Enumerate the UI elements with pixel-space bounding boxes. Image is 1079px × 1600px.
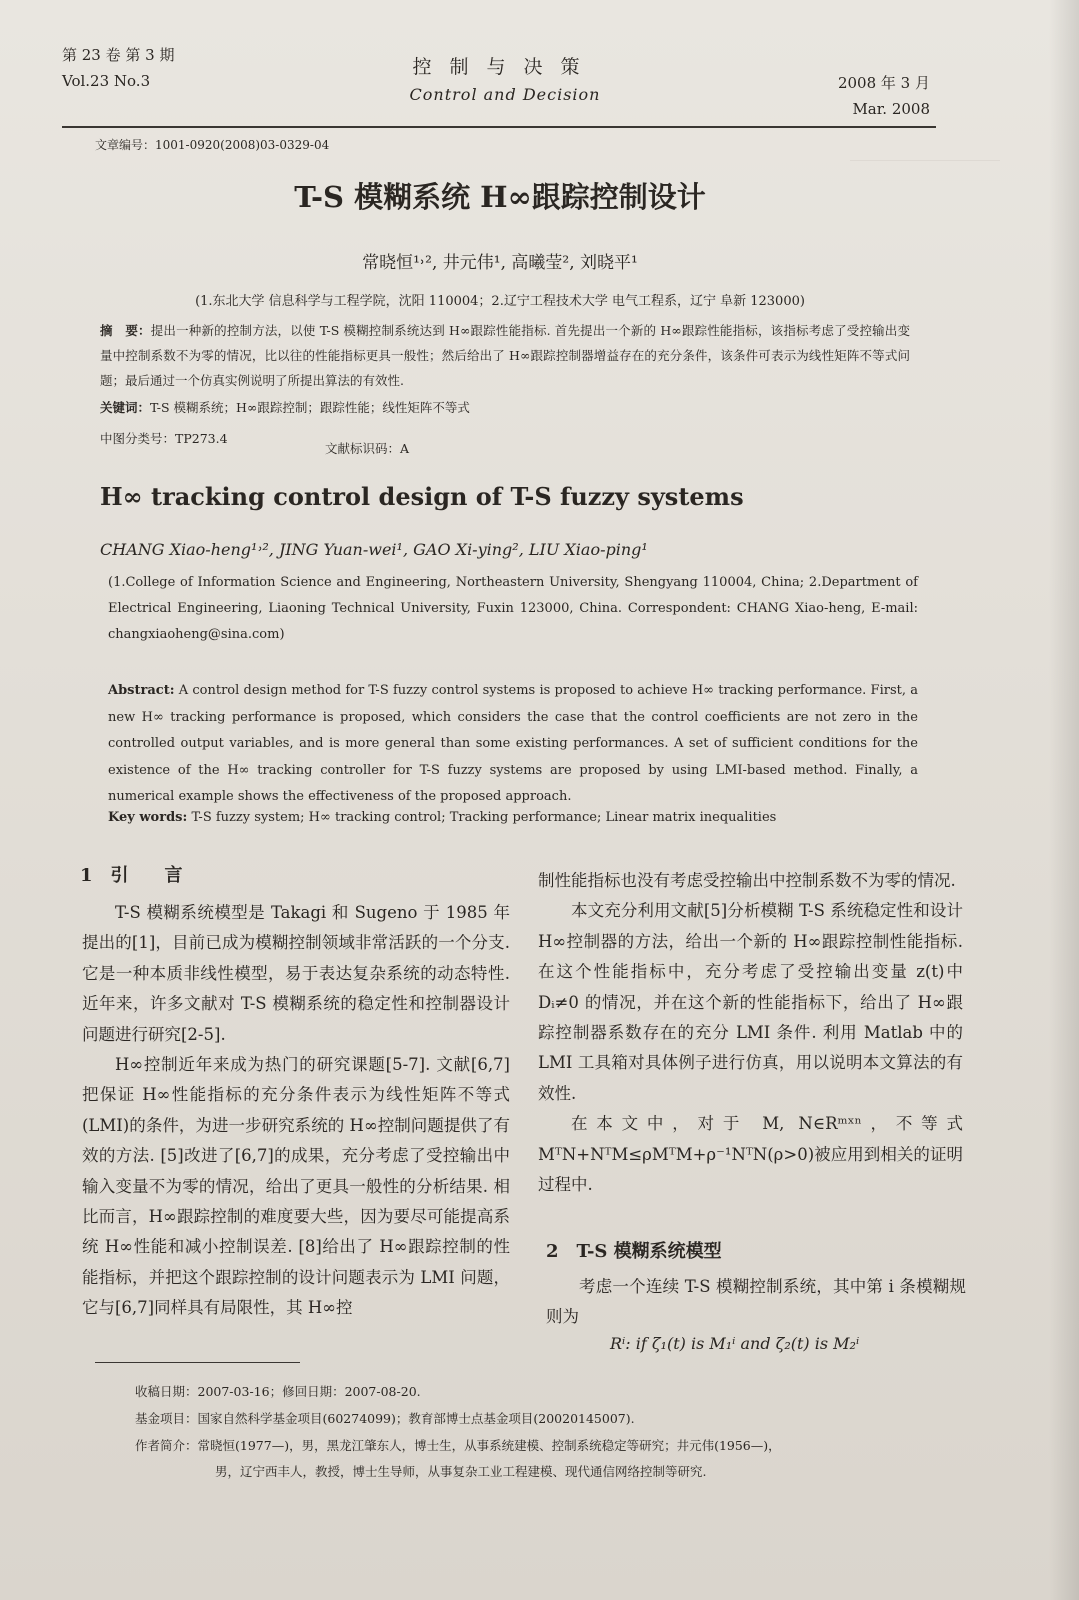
- affiliation-en: (1.College of Information Science and Engineering, Northeastern University, Shengyang 110004, China; 2.Department of Electrical Engineering, Liaoning Technical University, Fuxin 123000, China. Correspondent: CHANG Xiao-heng, E-mail: changxiaoheng@sina.com): [108, 575, 918, 642]
- footnote-fund: 基金项目：国家自然科学基金项目(60274099)；教育部博士点基金项目(20020145007).: [135, 1411, 635, 1426]
- journal-name-cn: 控制与决策: [412, 56, 598, 78]
- fuzzy-rule: Rⁱ: if ζ₁(t) is M₁ⁱ and ζ₂(t) is M₂ⁱ: [610, 1334, 860, 1353]
- paragraph-2: H∞控制近年来成为热门的研究课题[5-7]. 文献[6,7]把保证 H∞性能指标的充分条件表示为线性矩阵不等式(LMI)的条件，为进一步研究系统的 H∞控制问题提供了有效的方法. [5]改进了[6,7]的成果，充分考虑了受控输出中输入变量不为零的情况，给出了更具一般性的分析结果. 相比而言，H∞跟踪控制的难度要大些，因为要尽可能提高系统 H∞性能和减小控制误差. [8]给出了 H∞跟踪控制的性能指标，并把这个跟踪控制的设计问题表示为 LMI 问题，它与[6,7]同样具有局限性，其 H∞控: [82, 1055, 510, 1318]
- abstract-en-label: Abstract:: [108, 683, 175, 698]
- paragraph-4: 在本文中，对于 M, N∈Rᵐˣⁿ，不等式 MᵀN+NᵀM≤ρMᵀM+ρ⁻¹NᵀN(ρ>0)被应用到相关的证明过程中.: [538, 1114, 963, 1195]
- article-number: 文章编号：1001-0920(2008)03-0329-04: [95, 138, 330, 152]
- paragraph-5: 考虑一个连续 T-S 模糊控制系统，其中第 i 条模糊规则为: [546, 1277, 966, 1327]
- affiliation-cn: (1.东北大学 信息科学与工程学院，沈阳 110004；2.辽宁工程技术大学 电气工程系，辽宁 阜新 123000): [195, 294, 805, 309]
- journal-name-en: Control and Decision: [409, 85, 601, 104]
- keywords-en: [108, 810, 918, 825]
- document-code: 文献标识码：A: [325, 441, 410, 456]
- page-edge-shadow: [1049, 0, 1079, 1600]
- keywords-cn-label: 关键词：: [100, 400, 151, 415]
- title-en: H∞ tracking control design of T-S fuzzy systems: [100, 482, 744, 511]
- abstract-cn-text: 提出一种新的控制方法，以使 T-S 模糊控制系统达到 H∞跟踪性能指标. 首先提出一个新的 H∞跟踪性能指标，该指标考虑了受控输出变量中控制系数不为零的情况，比以往的性能指标更具一般性；然后给出了 H∞跟踪控制器增益存在的充分条件，该条件可表示为线性矩阵不等式问题；最后通过一个仿真实例说明了所提出算法的有效性.: [100, 323, 910, 388]
- abstract-cn: [100, 318, 910, 393]
- section-1-heading: 1 引 言: [80, 865, 183, 886]
- footnote-dates: 收稿日期：2007-03-16；修回日期：2007-08-20.: [135, 1384, 421, 1399]
- left-column: [82, 898, 510, 1324]
- footnote-bio-cont: 男，辽宁西丰人，教授，博士生导师，从事复杂工业工程建模、现代通信网络控制等研究.: [215, 1464, 707, 1479]
- issue-en: Vol.23 No.3: [62, 72, 151, 90]
- header-rule: [62, 126, 936, 128]
- paragraph-continued: 制性能指标也没有考虑受控输出中控制系数不为零的情况.: [538, 871, 956, 890]
- section-2-text: [546, 1272, 966, 1333]
- issue-date: [820, 70, 930, 122]
- clc-number: 中图分类号：TP273.4: [100, 431, 228, 446]
- authors-cn: 常晓恒¹˒², 井元伟¹, 高曦莹², 刘晓平¹: [362, 253, 638, 273]
- right-column: [538, 866, 963, 1200]
- keywords-en-label: Key words:: [108, 810, 188, 825]
- keywords-en-text: T-S fuzzy system; H∞ tracking control; Tracking performance; Linear matrix inequalities: [191, 810, 777, 825]
- footnote-bio: 作者简介：常晓恒(1977—)，男，黑龙江肇东人，博士生，从事系统建模、控制系统稳定等研究；井元伟(1956—)，: [135, 1438, 781, 1453]
- date-en: Mar. 2008: [852, 100, 930, 118]
- issue-cn: 第 23 卷 第 3 期: [62, 46, 175, 64]
- title-cn: T-S 模糊系统 H∞跟踪控制设计: [294, 180, 706, 214]
- keywords-cn: [100, 398, 910, 416]
- abstract-en-text: A control design method for T-S fuzzy control systems is proposed to achieve H∞ tracking performance. First, a new H∞ tracking performance is proposed, which considers the case that the control coefficients are not zero in the controlled output variables, and is more general than some existing performances. A set of sufficient conditions for the existence of the H∞ tracking controller for T-S fuzzy systems are proposed by using LMI-based method. Finally, a numerical example shows the effectiveness of the proposed approach.: [108, 683, 918, 804]
- journal-name: [400, 52, 610, 104]
- abstract-cn-label: 摘 要：: [100, 323, 151, 338]
- keywords-cn-text: T-S 模糊系统；H∞跟踪控制；跟踪性能；线性矩阵不等式: [150, 400, 470, 415]
- authors-en: CHANG Xiao-heng¹˒², JING Yuan-wei¹, GAO Xi-ying², LIU Xiao-ping¹: [100, 540, 648, 559]
- abstract-en: [108, 678, 918, 811]
- date-cn: 2008 年 3 月: [837, 74, 930, 92]
- paragraph-1: T-S 模糊系统模型是 Takagi 和 Sugeno 于 1985 年提出的[1]，目前已成为模糊控制领域非常活跃的一个分支. 它是一种本质非线性模型，易于表达复杂系统的动态特性. 近年来，许多文献对 T-S 模糊系统的稳定性和控制器设计问题进行研究[2-5].: [82, 903, 510, 1044]
- journal-issue: [62, 42, 174, 94]
- paragraph-3: 本文充分利用文献[5]分析模糊 T-S 系统稳定性和设计 H∞控制器的方法，给出一个新的 H∞跟踪控制性能指标. 在这个性能指标中，充分考虑了受控输出变量 z(t)中 Dᵢ≠0 的情况，并在这个新的性能指标下，给出了 H∞跟踪控制器系数存在的充分 LMI 条件. 利用 Matlab 中的 LMI 工具箱对具体例子进行仿真，用以说明本文算法的有效性.: [538, 901, 963, 1103]
- footnote-rule: [95, 1362, 300, 1363]
- section-2-heading: 2 T-S 模糊系统模型: [546, 1241, 722, 1262]
